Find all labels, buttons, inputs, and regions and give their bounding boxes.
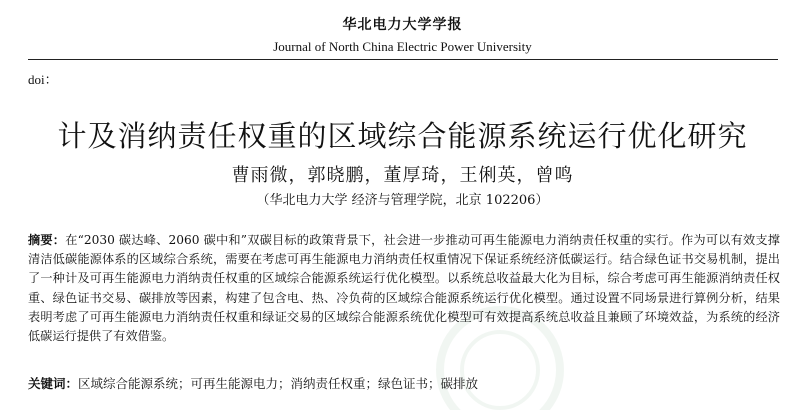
journal-name-chinese: 华北电力大学学报 — [342, 17, 463, 33]
abstract-text: 在“2030 碳达峰、2060 碳中和”双碳目标的政策背景下，社会进一步推动可再生能源电力消纳责任权重的实行。作为可以有效支撑清洁低碳能源体系的区域综合系统，需要在考虑可再生能源电力消纳责任权重情况下保证系统经济低碳运行。结合绿色证书交易机制，提出了一种计及可再生能源电力消纳责任权重的区域综合能源系统运行优化模型。以系统总收益最大化为目标，综合考虑可再生能源消纳责任权重、绿色证书交易、碳排放等因素，构建了包含电、热、冷负荷的区域综合能源系统运行优化模型。通过设置不同场景进行算例分析，结果表明考虑了可再生能源电力消纳责任权重和绿证交易的区域综合能源系统优化模型可有效提高系统总收益且兼顾了环境效益，为系统的经济低碳运行提供了有效借鉴。 — [28, 233, 780, 344]
journal-name-english: Journal of North China Electric Power University — [273, 39, 532, 54]
abstract-paragraph — [28, 231, 780, 346]
keywords-line — [28, 374, 780, 392]
keywords-text: 区域综合能源系统；可再生能源电力；消纳责任权重；绿色证书；碳排放 — [78, 376, 479, 391]
doi-label: doi： — [28, 72, 58, 87]
author-list: 曹雨微，郭晓鹏，董厚琦，王俐英，曾鸣 — [231, 165, 574, 186]
keywords-label: 关键词： — [28, 376, 79, 391]
header-divider — [28, 59, 778, 60]
author-affiliation: （华北电力大学 经济与管理学院，北京 102206） — [256, 193, 549, 208]
paper-title: 计及消纳责任权重的区域综合能源系统运行优化研究 — [57, 119, 748, 153]
abstract-label: 摘要： — [28, 233, 66, 247]
